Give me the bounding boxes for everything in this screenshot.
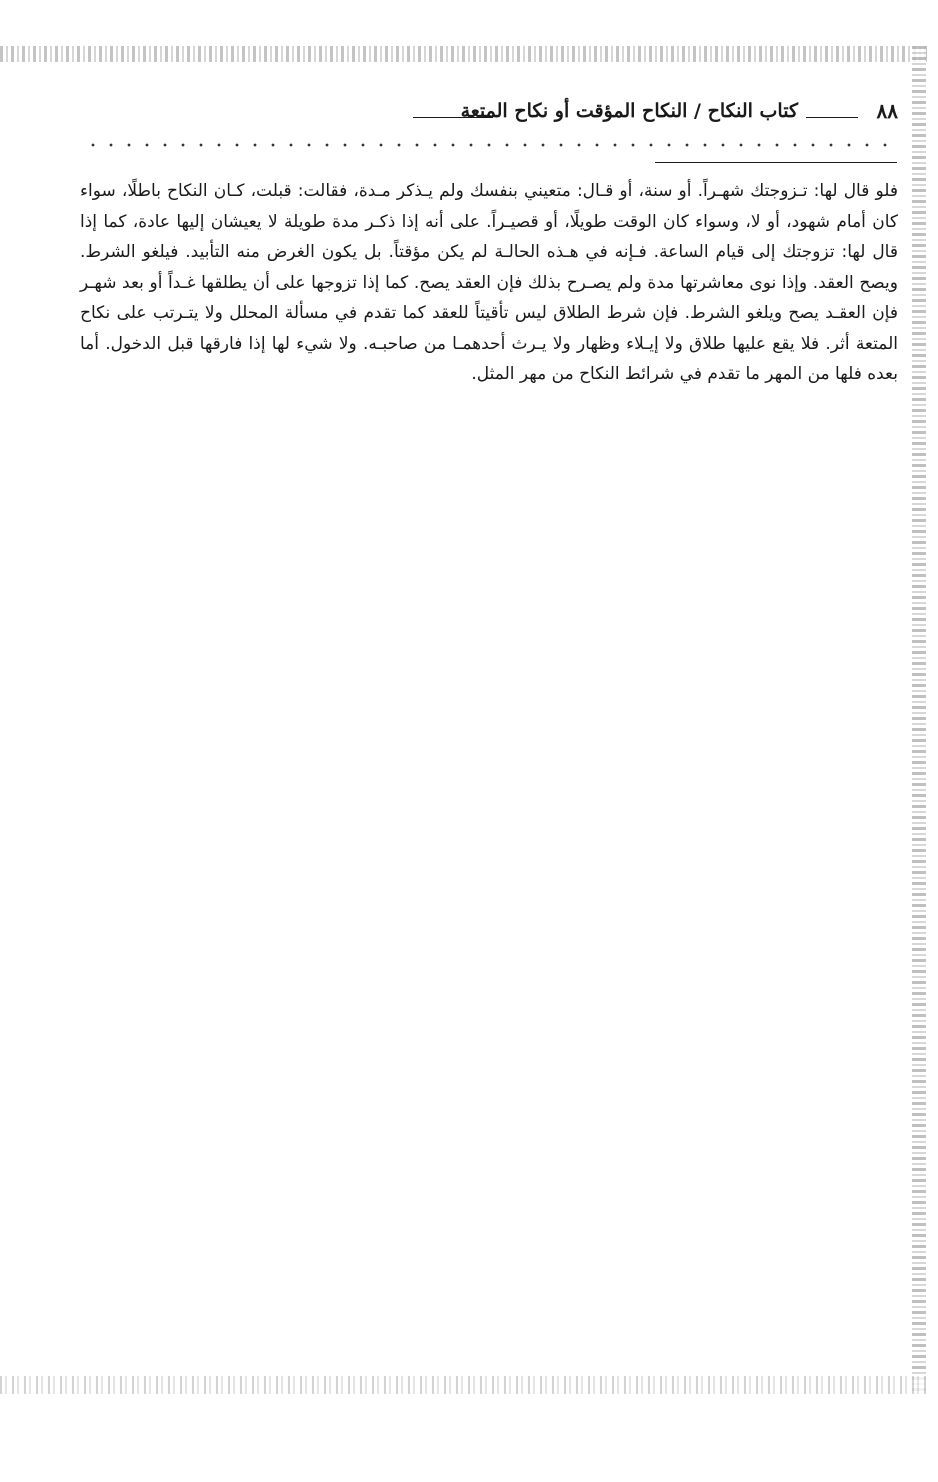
dotted-separator xyxy=(80,138,898,152)
header-rule xyxy=(806,117,858,118)
running-header xyxy=(80,96,898,132)
decorative-border-bottom xyxy=(0,1376,926,1394)
running-title: كتاب النكاح / النكاح المؤقت أو نكاح المتعة xyxy=(460,100,798,122)
decorative-border-top xyxy=(0,46,928,62)
section-divider xyxy=(655,162,897,163)
page-number: ٨٨ xyxy=(876,99,898,123)
decorative-border-right xyxy=(912,46,926,1394)
body-paragraph: فلو قال لها: تـزوجتك شهـراً. أو سنة، أو قـال: متعيني بنفسك ولم يـذكر مـدة، فقالت: قبلت، كـان النكاح باطلًا، سواء كان أمام شهود، أو لا، وسواء كان الوقت طويلًا، أو قصيـراً. على أنه إذا ذكـر مدة طويلة لا يعيشان إليها عادة، كما إذا قال لها: تزوجتك إلى قيام الساعة. فـإنه في هـذه الحالـة لم يكن مؤقتاً. بل يكون الغرض منه التأبيد. فيلغو الشرط. ويصح العقد. وإذا نوى معاشرتها مدة ولم يصـرح بذلك فإن العقد يصح. كما إذا تزوجها على أن يطلقها غـداً أو بعد شهـر فإن العقـد يصح ويلغو الشرط. فإن شرط الطلاق ليس تأقيتاً للعقد كما تقدم في مسألة المحلل ولا يتـرتب على نكاح المتعة أثر. فلا يقع عليها طلاق ولا إيـلاء وظهار ولا يـرث أحدهمـا من صاحبـه. ولا شيء لها إذا فارقها قبل الدخول. أما بعده فلها من المهر ما تقدم في شرائط النكاح من مهر المثل. xyxy=(80,181,898,384)
header-rule-trailing xyxy=(413,117,493,118)
